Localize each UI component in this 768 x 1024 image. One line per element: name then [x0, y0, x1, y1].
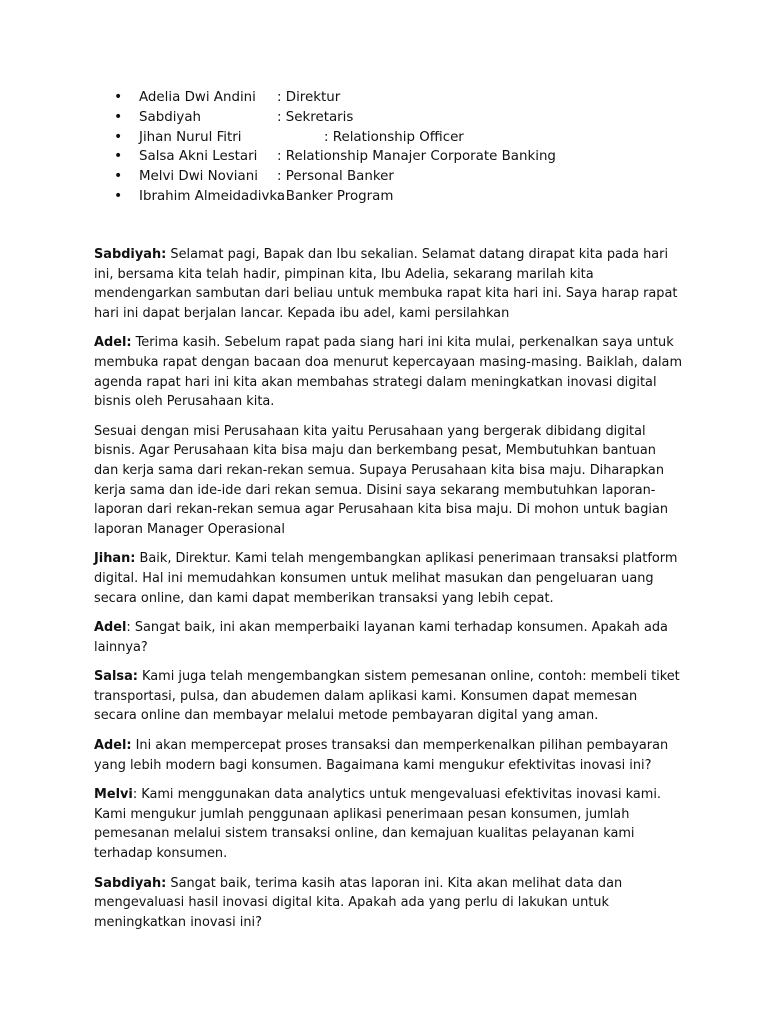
attendee-item	[0, 108, 768, 128]
dialogue-paragraph	[94, 667, 684, 726]
attendee-name: Jihan Nurul Fitri	[139, 129, 242, 145]
dialogue-paragraph	[94, 549, 684, 608]
attendee-role: : Relationship Officer	[324, 129, 464, 145]
dialogue-paragraph	[94, 422, 684, 540]
dialogue-paragraph	[94, 333, 684, 411]
bullet-icon: •	[114, 108, 123, 125]
attendee-list	[0, 88, 768, 207]
speaker-name: Sabdiyah:	[94, 247, 167, 262]
speaker-name: Adel	[94, 620, 127, 636]
attendee-name: Sabdiyah	[139, 109, 202, 125]
attendee-role: : Sekretaris	[277, 109, 354, 125]
dialogue-text: Terima kasih. Sebelum rapat pada siang hari ini kita mulai, perkenalkan saya untuk membuka rapat dengan bacaan doa menurut kepercayaan masing-masing. Baiklah, dalam agenda rapat hari ini kita akan membahas strategi dalam meningkatkan inovasi digital bisnis oleh Perusahaan kita.	[94, 335, 683, 410]
speaker-name: Sabdiyah:	[94, 875, 167, 891]
attendee-item	[0, 187, 768, 207]
attendee-role: : Banker Program	[277, 188, 394, 204]
dialogue-text: Selamat pagi, Bapak dan Ibu sekalian. Selamat datang dirapat kita pada hari ini, bersama kita telah hadir, pimpinan kita, Ibu Adelia, sekarang marilah kita mendengarkan sambutan dari beliau untuk membuka rapat kita hari ini. Saya harap rapat hari ini dapat berjalan lancar. Kepada ibu adel, kami persilahkan	[94, 247, 678, 321]
speaker-name: Adel:	[94, 738, 132, 754]
speaker-name: Melvi	[94, 787, 133, 803]
attendee-item	[0, 128, 768, 148]
dialogue-text: Baik, Direktur. Kami telah mengembangkan aplikasi penerimaan transaksi platform digital. Hal ini memudahkan konsumen untuk melihat masukan dan pengeluaran uang secara online, dan kami dapat memberikan transaksi yang lebih cepat.	[94, 551, 678, 606]
attendee-item	[0, 147, 768, 167]
speaker-name: Adel:	[94, 335, 132, 351]
dialogue-paragraph	[94, 618, 684, 657]
speaker-name: Jihan:	[94, 551, 136, 567]
attendee-role: : Direktur	[277, 90, 341, 105]
dialogue-text: Sesuai dengan misi Perusahaan kita yaitu Perusahaan yang bergerak dibidang digital bisnis. Agar Perusahaan kita bisa maju dan berkembang pesat, Membutuhkan bantuan dan kerja sama dari rekan-rekan semua. Supaya Perusahaan kita bisa maju. Diharapkan kerja sama dan ide-ide dari rekan semua. Disini saya sekarang membutuhkan laporan-laporan dari rekan-rekan semua agar Perusahaan kita bisa maju. Di mohon untuk bagian laporan Manager Operasional	[94, 423, 669, 537]
attendee-name: Ibrahim Almeidadivka	[139, 188, 286, 204]
dialogue-paragraph	[94, 874, 684, 933]
speaker-name: Salsa:	[94, 669, 138, 685]
attendee-role: : Personal Banker	[277, 169, 394, 185]
attendee-item	[0, 167, 768, 187]
dialogue-text: Kami juga telah mengembangkan sistem pemesanan online, contoh: membeli tiket transportasi, pulsa, dan abudemen dalam aplikasi kami. Konsumen dapat memesan secara online dan membayar melalui metode pembayaran digital yang aman.	[94, 669, 680, 724]
dialogue-text: Ini akan mempercepat proses transaksi dan memperkenalkan pilihan pembayaran yang lebih modern bagi konsumen. Bagaimana kami mengukur efektivitas inovasi ini?	[94, 738, 669, 773]
attendee-name: Melvi Dwi Noviani	[139, 169, 258, 185]
attendee-name: Salsa Akni Lestari	[139, 149, 258, 165]
dialogue-text: : Kami menggunakan data analytics untuk mengevaluasi efektivitas inovasi kami. Kami mengukur jumlah penggunaan aplikasi penerimaan pesan konsumen, jumlah pemesanan melalui sistem transaksi online, dan kemajuan kualitas pelayanan kami terhadap konsumen.	[94, 787, 662, 862]
dialogue-text: : Sangat baik, ini akan memperbaiki layanan kami terhadap konsumen. Apakah ada lainnya?	[94, 620, 668, 655]
attendee-role: : Relationship Manajer Corporate Banking	[277, 149, 556, 165]
dialogue-paragraph	[94, 785, 684, 863]
dialogue-paragraph	[94, 245, 684, 323]
dialogue-text: Sangat baik, terima kasih atas laporan ini. Kita akan melihat data dan mengevaluasi hasil inovasi digital kita. Apakah ada yang perlu di lakukan untuk meningkatkan inovasi ini?	[94, 875, 623, 930]
dialogue-paragraph	[94, 736, 684, 775]
attendee-item	[0, 88, 768, 108]
attendee-name: Adelia Dwi Andini	[139, 90, 256, 105]
meeting-dialogue	[94, 245, 684, 942]
bullet-icon: •	[114, 168, 123, 185]
bullet-icon: •	[114, 187, 123, 204]
bullet-icon: •	[114, 148, 123, 165]
bullet-icon: •	[114, 89, 123, 105]
bullet-icon: •	[114, 128, 123, 145]
